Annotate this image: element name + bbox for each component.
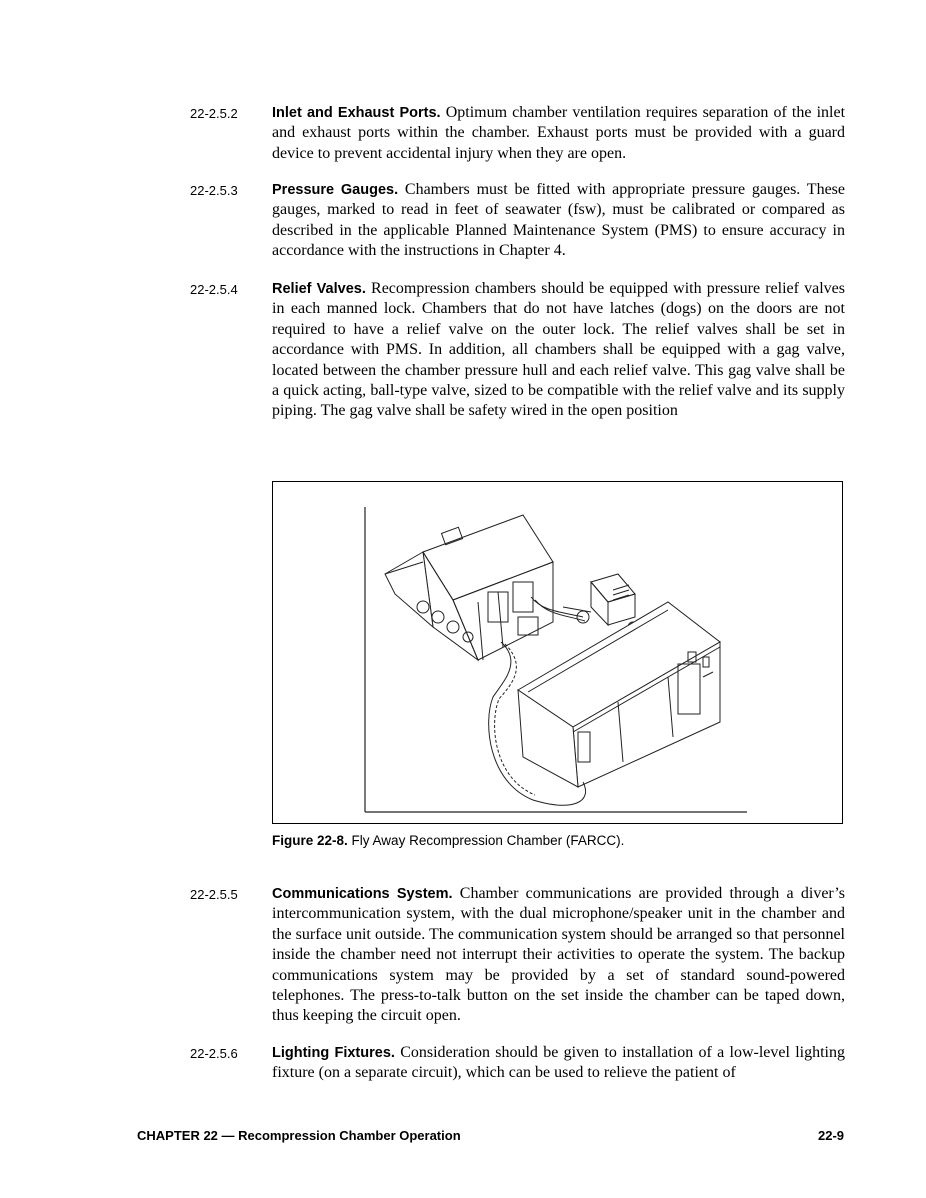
footer-chapter: CHAPTER 22 — Recompression Chamber Operation	[137, 1128, 461, 1143]
farcc-illustration	[273, 482, 841, 822]
section-text: Chambers must be fitted with appropriate pressure gauges. These gauges, marked to read in feet of seawater (fsw), must be calibrated or compared as described in the applicable Planned Maintenance System (PMS) to ensure accuracy in accordance with the instructions in Chapter 4.	[272, 181, 846, 260]
section-number: 22-2.5.6	[190, 1046, 238, 1061]
section-text: Chamber communications are provided through a diver’s intercommunication system, with the dual microphone/speaker unit in the chamber and the surface unit outside. The communication system should be arranged so that personnel inside the chamber need not interrupt their activities to operate the system. The backup communications system may be provided by a set of standard sound-powered telephones. The press-to-talk button on the set inside the chamber can be taped down, thus keeping the circuit open.	[272, 885, 846, 1025]
footer-page-number: 22-9	[818, 1128, 845, 1143]
figure-caption	[272, 833, 624, 848]
section-title: Communications System.	[272, 886, 453, 902]
section-body	[272, 103, 845, 164]
chamber-container	[518, 602, 720, 787]
figure-frame	[272, 481, 843, 824]
section-body	[272, 1043, 845, 1084]
section-body	[272, 279, 845, 422]
section-title: Pressure Gauges.	[272, 182, 399, 198]
section-title: Relief Valves.	[272, 281, 366, 297]
section-text: Optimum chamber ventilation requires separation of the inlet and exhaust ports within the chamber. Exhaust ports must be provided with a guard device to prevent accidental injury when they are open.	[272, 104, 846, 162]
section-text: Consideration should be given to installation of a low-level lighting fixture (on a separate circuit), which can be used to relieve the patient of	[272, 1044, 845, 1082]
section-text: Recompression chambers should be equipped with pressure relief valves in each manned lock. Chambers that do not have latches (dogs) on the doors are not required to have a relief valve on the outer lock. The relief valves shall be set in accordance with PMS. In addition, all chambers shall be equipped with a gag valve, located between the chamber pressure hull and each relief valve. This gag valve shall be a quick acting, ball-type valve, sized to be compatible with the relief valve and its supply piping. The gag valve shall be safety wired in the open position	[272, 280, 845, 420]
section-title: Inlet and Exhaust Ports.	[272, 105, 441, 121]
figure-label: Figure 22-8.	[272, 833, 348, 848]
section-number: 22-2.5.2	[190, 106, 238, 121]
section-number: 22-2.5.5	[190, 887, 238, 902]
section-body	[272, 180, 845, 262]
figure-caption-text: Fly Away Recompression Chamber (FARCC).	[351, 833, 625, 848]
section-body	[272, 884, 845, 1027]
section-number: 22-2.5.3	[190, 183, 238, 198]
compressor-module	[385, 515, 553, 660]
trailer-unit	[563, 574, 638, 632]
section-number: 22-2.5.4	[190, 282, 238, 297]
section-title: Lighting Fixtures.	[272, 1045, 395, 1061]
